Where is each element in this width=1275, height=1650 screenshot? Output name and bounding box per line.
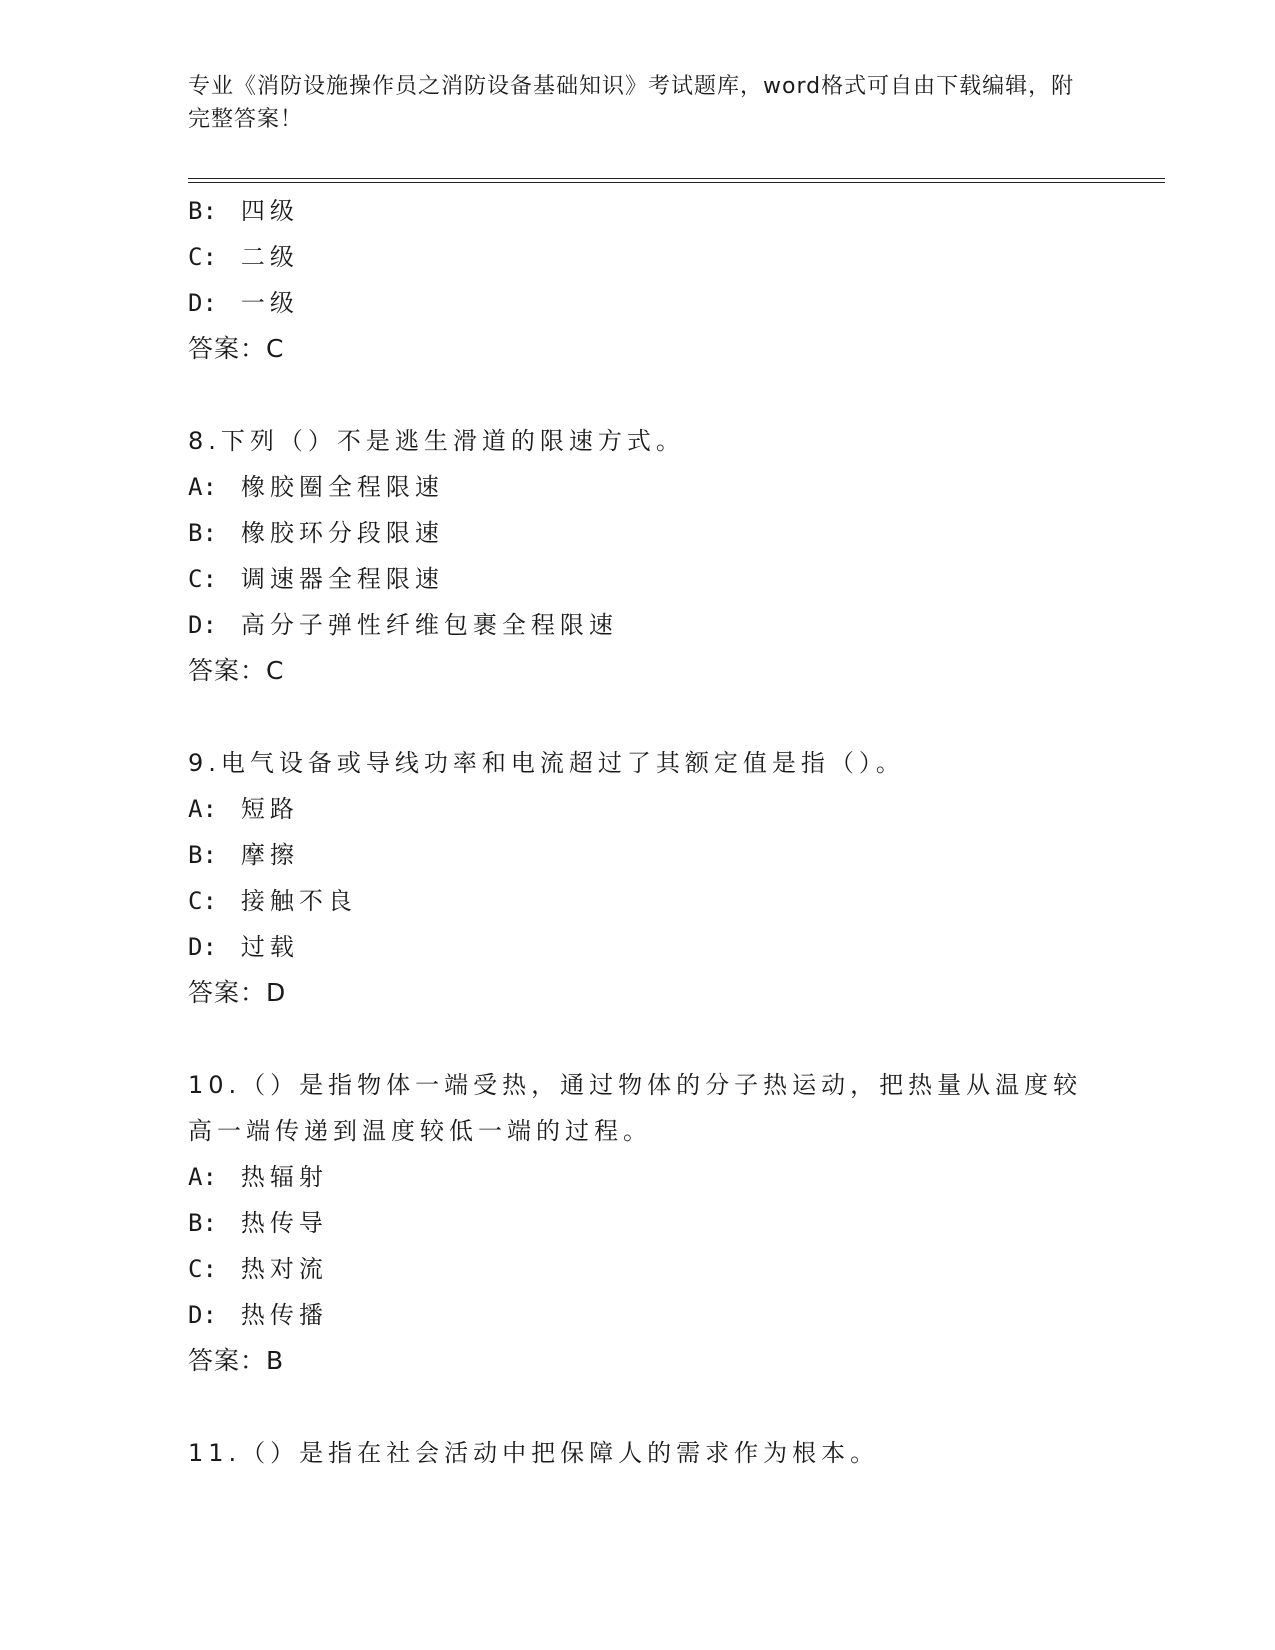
header-double-rule [188, 178, 1165, 183]
option-text: 热对流 [240, 1255, 328, 1283]
option-text: 短路 [240, 795, 299, 823]
option-label: D: [188, 611, 217, 639]
option-text: 摩擦 [240, 841, 299, 869]
option-row [188, 878, 1148, 924]
option-row [188, 510, 1148, 556]
question-list [188, 188, 1148, 1476]
answer-line: 答案：B [188, 1346, 285, 1375]
prev-question-continuation [188, 188, 1148, 372]
question-8 [188, 418, 1148, 694]
option-text: 二级 [240, 243, 299, 271]
option-label: D: [188, 289, 217, 317]
option-row [188, 786, 1148, 832]
option-row [188, 1292, 1148, 1338]
option-label: D: [188, 933, 217, 961]
option-row [188, 556, 1148, 602]
option-label: B: [188, 1209, 217, 1237]
question-stem: 11.（）是指在社会活动中把保障人的需求作为根本。 [188, 1439, 880, 1467]
option-label: C: [188, 887, 217, 915]
option-row [188, 1246, 1148, 1292]
question-10 [188, 1062, 1148, 1384]
option-row [188, 832, 1148, 878]
option-label: C: [188, 243, 217, 271]
question-stem: 8.下列（）不是逃生滑道的限速方式。 [188, 427, 685, 455]
option-text: 热传播 [240, 1301, 328, 1329]
option-text: 热辐射 [240, 1163, 328, 1191]
option-label: B: [188, 197, 217, 225]
option-text: 橡胶环分段限速 [240, 519, 444, 547]
option-text: 橡胶圈全程限速 [240, 473, 444, 501]
option-row [188, 1200, 1148, 1246]
option-row [188, 464, 1148, 510]
question-stem: 10.（）是指物体一端受热，通过物体的分子热运动，把热量从温度较高一端传递到温度较低一端的过程。 [188, 1071, 1083, 1145]
option-label: B: [188, 841, 217, 869]
option-row [188, 280, 1148, 326]
option-label: C: [188, 565, 217, 593]
option-label: A: [188, 473, 217, 501]
option-label: D: [188, 1301, 217, 1329]
document-header: 专业《消防设施操作员之消防设备基础知识》考试题库，word格式可自由下载编辑，附完整答案！ [188, 74, 1075, 132]
option-row [188, 1154, 1148, 1200]
answer-line: 答案：D [188, 978, 287, 1007]
option-label: A: [188, 795, 217, 823]
question-stem: 9.电气设备或导线功率和电流超过了其额定值是指（）。 [188, 749, 905, 777]
option-row [188, 924, 1148, 970]
answer-line: 答案：C [188, 334, 285, 363]
answer-line: 答案：C [188, 656, 285, 685]
option-row [188, 602, 1148, 648]
option-text: 四级 [240, 197, 299, 225]
option-label: B: [188, 519, 217, 547]
question-11 [188, 1430, 1148, 1476]
question-9 [188, 740, 1148, 1016]
option-text: 热传导 [240, 1209, 328, 1237]
option-row [188, 234, 1148, 280]
option-row [188, 188, 1148, 234]
option-label: C: [188, 1255, 217, 1283]
option-text: 高分子弹性纤维包裹全程限速 [240, 611, 618, 639]
option-text: 一级 [240, 289, 299, 317]
option-label: A: [188, 1163, 217, 1191]
option-text: 接触不良 [240, 887, 357, 915]
option-text: 过载 [240, 933, 299, 961]
option-text: 调速器全程限速 [240, 565, 444, 593]
